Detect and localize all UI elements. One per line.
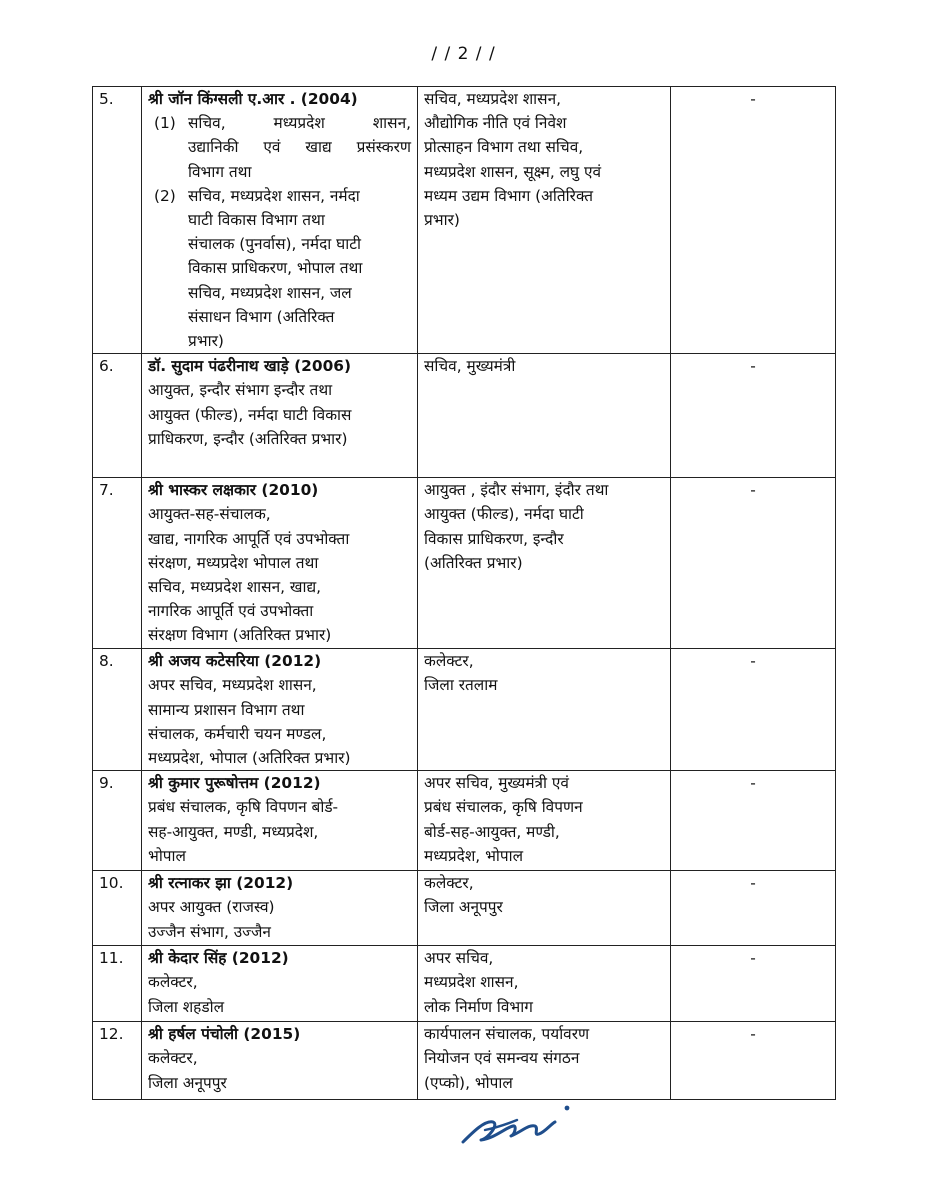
table-row — [93, 871, 836, 946]
serial-number: 11. — [93, 946, 142, 1022]
new-posting-line: मध्यप्रदेश शासन, — [424, 973, 519, 992]
new-posting-line: (एप्को), भोपाल — [424, 1073, 513, 1092]
officer-name: श्री भास्कर लक्षकार (2010) — [148, 481, 319, 500]
current-posting-line: मध्यप्रदेश, भोपाल (अतिरिक्त प्रभार) — [148, 749, 351, 768]
current-posting-line: संरक्षण विभाग (अतिरिक्त प्रभार) — [148, 626, 332, 645]
serial-number: 7. — [93, 478, 142, 649]
officer-cell — [142, 649, 418, 771]
remark-cell: - — [671, 946, 836, 1022]
table-row — [93, 354, 836, 478]
table-row — [93, 87, 836, 354]
remark-cell: - — [671, 354, 836, 478]
current-posting-line: भोपाल — [148, 846, 186, 865]
new-posting-line: प्रबंध संचालक, कृषि विपणन — [424, 798, 583, 817]
current-posting-line: प्रभार) — [188, 332, 224, 351]
page-number: / / 2 / / — [431, 44, 496, 64]
officer-cell — [142, 87, 418, 354]
current-posting-line: नागरिक आपूर्ति एवं उपभोक्ता — [148, 602, 314, 621]
current-posting-line: सचिव, मध्यप्रदेश शासन, नर्मदा — [188, 186, 360, 205]
new-posting-cell — [418, 649, 671, 771]
current-posting-line: सचिव, मध्यप्रदेश शासन, खाद्य, — [148, 578, 322, 597]
officer-name: श्री कुमार पुरूषोत्तम (2012) — [148, 774, 321, 793]
current-posting-line: सामान्य प्रशासन विभाग तथा — [148, 700, 305, 719]
current-posting-line: सचिव, मध्यप्रदेश शासन, जल — [188, 283, 352, 302]
new-posting-cell — [418, 871, 671, 946]
officer-cell — [142, 478, 418, 649]
sub-item — [148, 184, 411, 353]
remark-cell: - — [671, 649, 836, 771]
new-posting-line: (अतिरिक्त प्रभार) — [424, 553, 523, 572]
current-posting-line: सह-आयुक्त, मण्डी, मध्यप्रदेश, — [148, 822, 319, 841]
officer-name: श्री रत्नाकर झा (2012) — [148, 874, 294, 893]
current-posting-line: कलेक्टर, — [148, 1049, 198, 1068]
officer-name: श्री केदार सिंह (2012) — [148, 949, 289, 968]
officer-cell — [142, 946, 418, 1022]
new-posting-line: विकास प्राधिकरण, इन्दौर — [424, 529, 564, 548]
officer-cell — [142, 354, 418, 478]
officer-name: श्री अजय कटेसरिया (2012) — [148, 652, 322, 671]
new-posting-line: लोक निर्माण विभाग — [424, 997, 533, 1016]
serial-number: 8. — [93, 649, 142, 771]
sub-item — [148, 111, 411, 184]
table-row — [93, 1022, 836, 1100]
new-posting-line: प्रोत्साहन विभाग तथा सचिव, — [424, 138, 584, 157]
new-posting-cell — [418, 771, 671, 871]
current-posting-line: जिला अनूपपुर — [148, 1073, 227, 1092]
officer-cell — [142, 771, 418, 871]
table-row — [93, 478, 836, 649]
officer-name: श्री हर्षल पंचोली (2015) — [148, 1025, 301, 1044]
new-posting-cell — [418, 87, 671, 354]
new-posting-line: अपर सचिव, — [424, 949, 494, 968]
new-posting-cell — [418, 478, 671, 649]
transfer-order-table — [92, 86, 836, 1100]
remark-cell: - — [671, 87, 836, 354]
current-posting-line: आयुक्त (फील्ड), नर्मदा घाटी विकास — [148, 405, 352, 424]
serial-number: 6. — [93, 354, 142, 478]
current-posting-line: जिला शहडोल — [148, 997, 225, 1016]
new-posting-line: औद्योगिक नीति एवं निवेश — [424, 114, 567, 133]
officer-name: श्री जॉन किंग्सली ए.आर . (2004) — [148, 90, 358, 108]
new-posting-line: जिला अनूपपुर — [424, 898, 503, 917]
serial-number: 12. — [93, 1022, 142, 1100]
current-posting-line: संचालक (पुनर्वास), नर्मदा घाटी — [188, 235, 361, 254]
current-posting-line: प्रबंध संचालक, कृषि विपणन बोर्ड- — [148, 798, 339, 817]
sub-item-number: (1) — [154, 114, 176, 133]
current-posting-line: घाटी विकास विभाग तथा — [188, 211, 325, 230]
new-posting-cell — [418, 354, 671, 478]
remark-cell: - — [671, 871, 836, 946]
new-posting-cell — [418, 1022, 671, 1100]
current-posting-line: विभाग तथा — [188, 162, 252, 181]
new-posting-line: मध्यप्रदेश शासन, सूक्ष्म, लघु एवं — [424, 162, 602, 181]
current-posting-line: खाद्य, नागरिक आपूर्ति एवं उपभोक्ता — [148, 529, 350, 548]
new-posting-line: आयुक्त (फील्ड), नर्मदा घाटी — [424, 505, 584, 524]
serial-number: 9. — [93, 771, 142, 871]
new-posting-line: जिला रतलाम — [424, 676, 498, 695]
sub-item-number: (2) — [154, 186, 176, 205]
new-posting-line: बोर्ड-सह-आयुक्त, मण्डी, — [424, 822, 560, 841]
remark-cell: - — [671, 478, 836, 649]
table-row — [93, 649, 836, 771]
officer-cell — [142, 871, 418, 946]
current-posting-line: अपर सचिव, मध्यप्रदेश शासन, — [148, 676, 317, 695]
current-posting-line: आयुक्त, इन्दौर संभाग इन्दौर तथा — [148, 381, 333, 400]
new-posting-line: सचिव, मुख्यमंत्री — [424, 357, 516, 376]
current-posting-line: आयुक्त-सह-संचालक, — [148, 505, 271, 524]
new-posting-line: कलेक्टर, — [424, 652, 474, 671]
current-posting-line: संसाधन विभाग (अतिरिक्त — [188, 307, 335, 326]
officer-name: डॉ. सुदाम पंढरीनाथ खाड़े (2006) — [148, 357, 352, 376]
new-posting-line: नियोजन एवं समन्वय संगठन — [424, 1049, 580, 1068]
remark-cell: - — [671, 771, 836, 871]
officer-cell — [142, 1022, 418, 1100]
remark-cell: - — [671, 1022, 836, 1100]
new-posting-line: कार्यपालन संचालक, पर्यावरण — [424, 1025, 590, 1044]
current-posting-line: सचिव, मध्यप्रदेश शासन, — [188, 114, 411, 133]
current-posting-line: संचालक, कर्मचारी चयन मण्डल, — [148, 724, 327, 743]
current-posting-line: संरक्षण, मध्यप्रदेश भोपाल तथा — [148, 553, 319, 572]
new-posting-line: मध्यम उद्यम विभाग (अतिरिक्त — [424, 186, 593, 205]
current-posting-line: उद्यानिकी एवं खाद्य प्रसंस्करण — [188, 138, 411, 157]
current-posting-line: उज्जैन संभाग, उज्जैन — [148, 922, 271, 941]
new-posting-line: सचिव, मध्यप्रदेश शासन, — [424, 90, 561, 108]
serial-number: 10. — [93, 871, 142, 946]
new-posting-line: मध्यप्रदेश, भोपाल — [424, 846, 524, 865]
current-posting-line: अपर आयुक्त (राजस्व) — [148, 898, 275, 917]
current-posting-line: कलेक्टर, — [148, 973, 198, 992]
new-posting-line: प्रभार) — [424, 211, 460, 230]
table-row — [93, 771, 836, 871]
current-posting-line: विकास प्राधिकरण, भोपाल तथा — [188, 259, 363, 278]
signature — [455, 1102, 585, 1152]
new-posting-line: कलेक्टर, — [424, 874, 474, 893]
new-posting-line: आयुक्त , इंदौर संभाग, इंदौर तथा — [424, 481, 609, 500]
new-posting-cell — [418, 946, 671, 1022]
current-posting-line: प्राधिकरण, इन्दौर (अतिरिक्त प्रभार) — [148, 429, 348, 448]
serial-number: 5. — [93, 87, 142, 354]
table-row — [93, 946, 836, 1022]
new-posting-line: अपर सचिव, मुख्यमंत्री एवं — [424, 774, 569, 793]
